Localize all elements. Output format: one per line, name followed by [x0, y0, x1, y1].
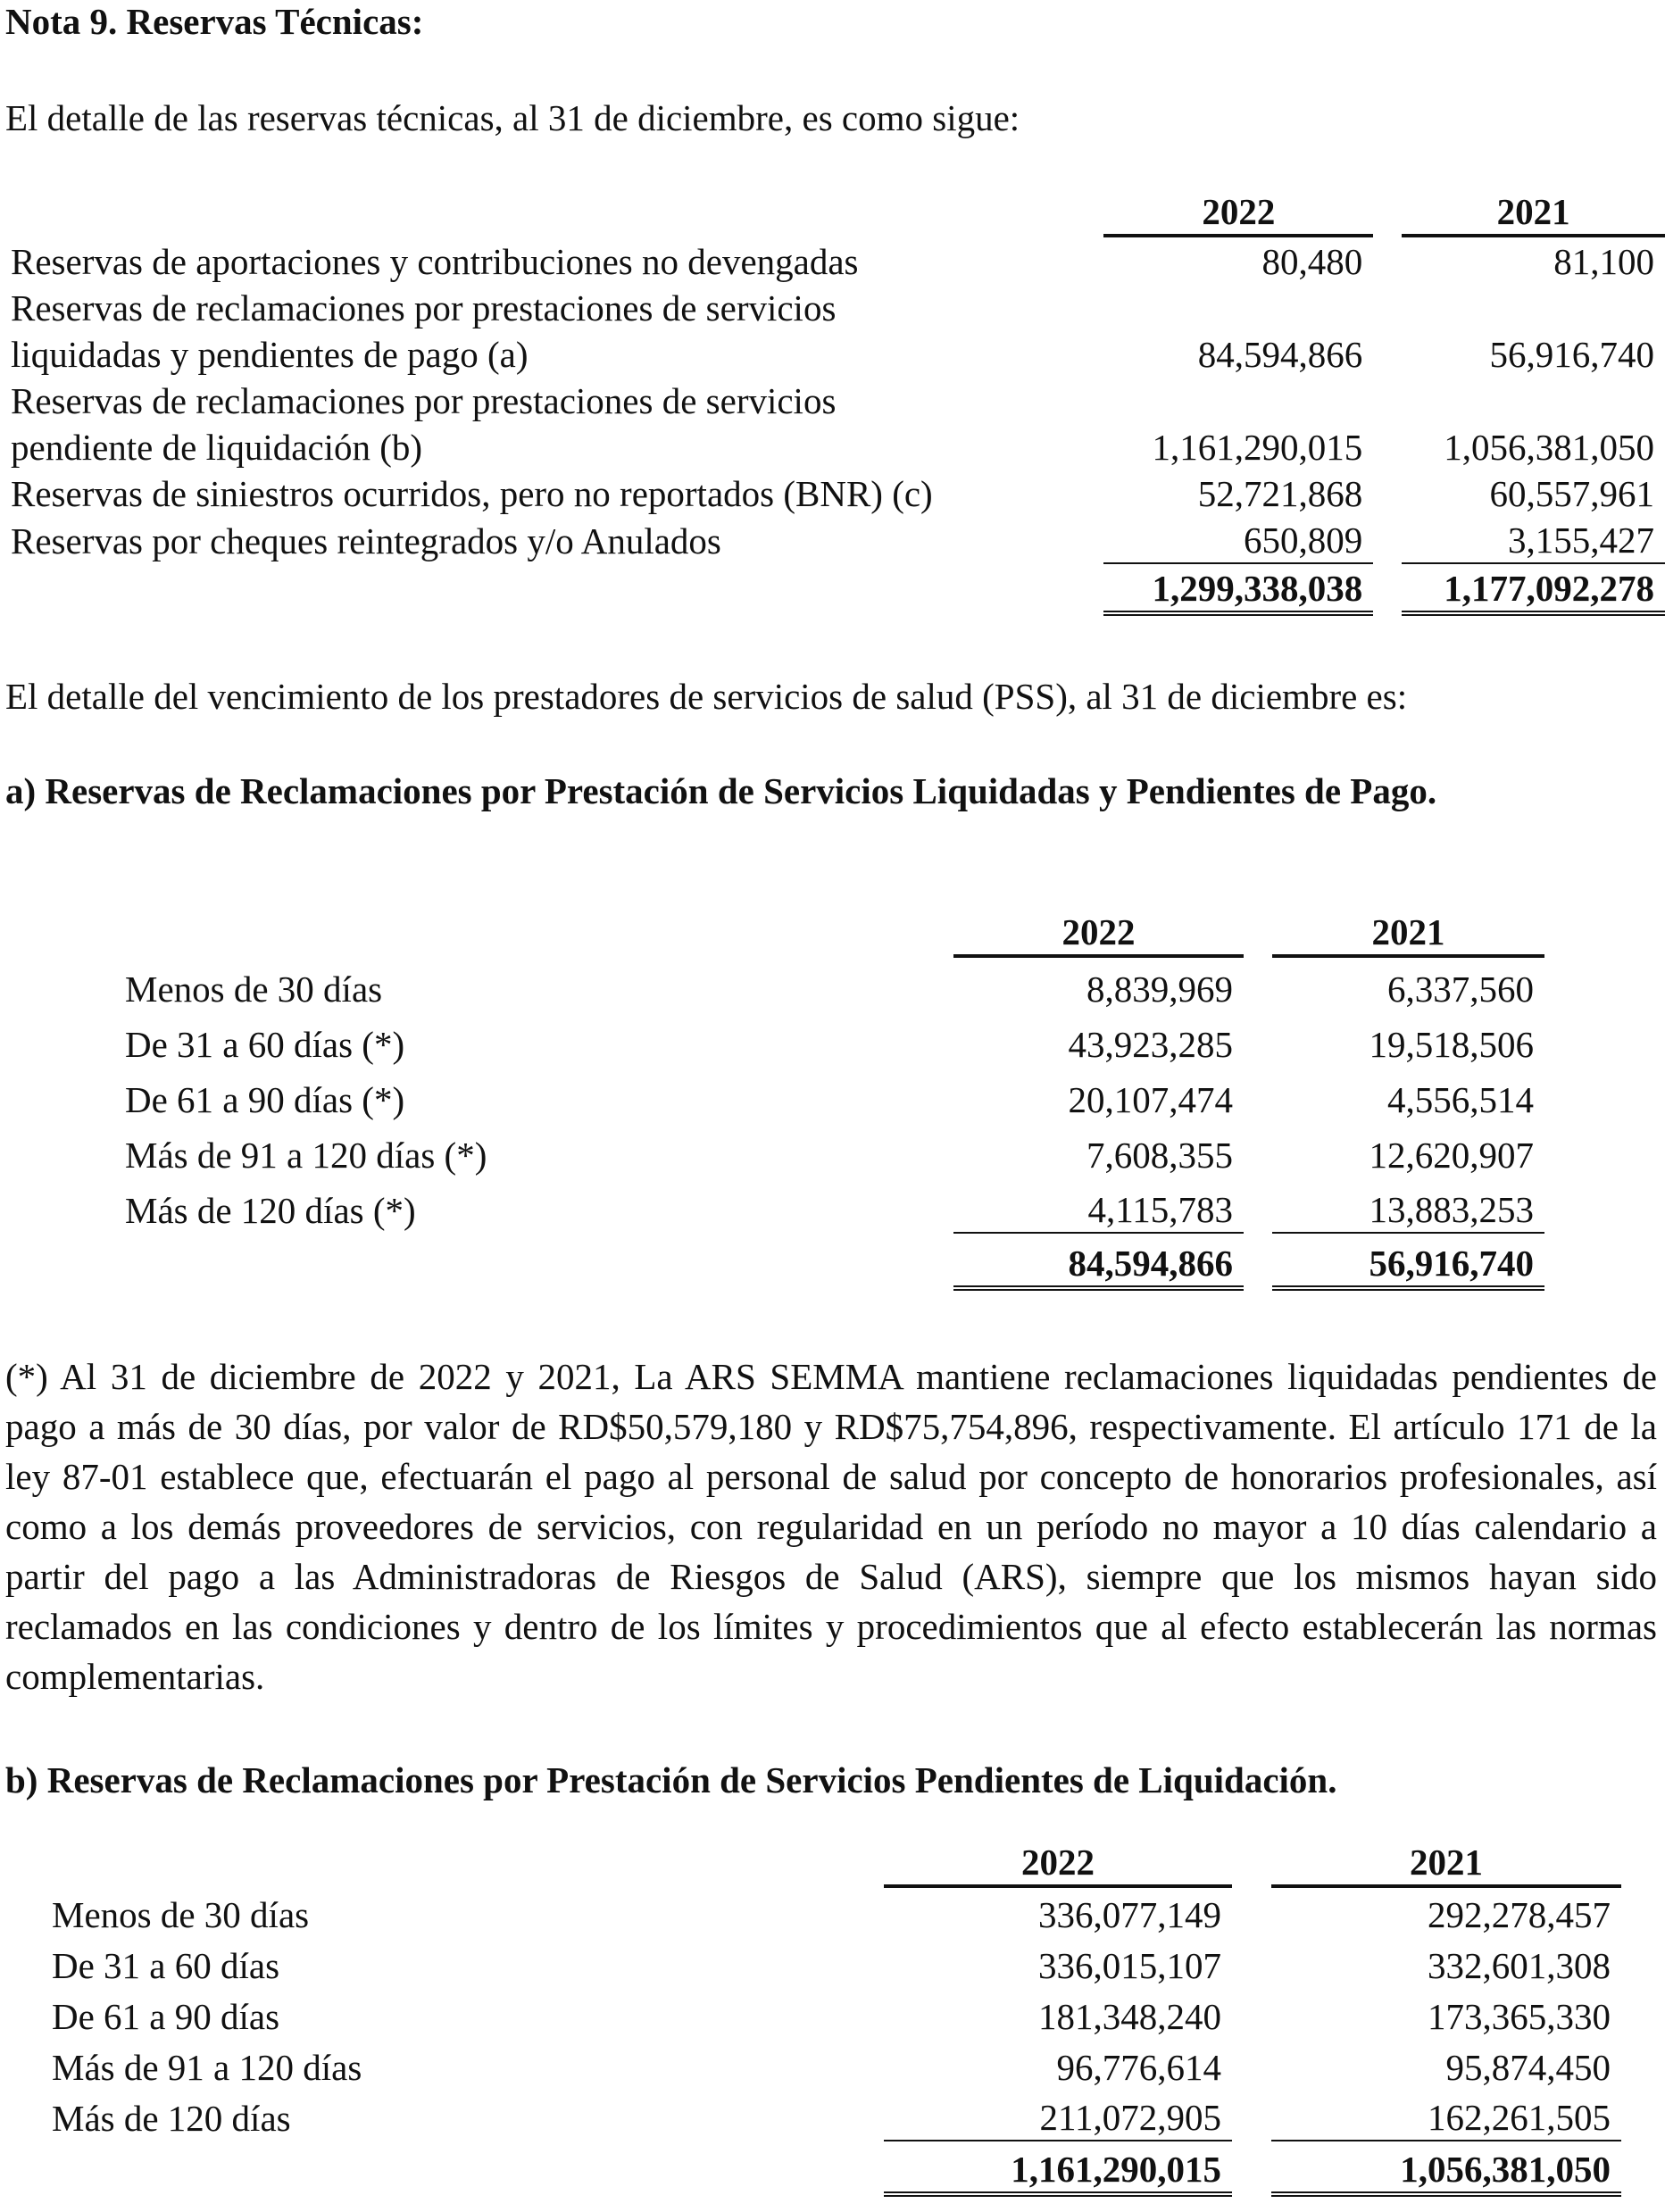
value-2022: 181,348,240 — [1038, 1995, 1221, 2037]
row-label: Reservas de reclamaciones por prestaciones de servicios — [11, 379, 837, 421]
total-2022: 1,161,290,015 — [884, 2141, 1232, 2194]
col-header-2022: 2022 — [1103, 187, 1373, 236]
table-row — [11, 423, 1665, 470]
table-row — [11, 377, 1665, 423]
table-row — [52, 1937, 1621, 1988]
value-2021: 81,100 — [1553, 240, 1654, 282]
note-title: Nota 9. Reservas Técnicas: — [5, 1, 424, 42]
row-label: Menos de 30 días — [125, 968, 383, 1010]
table-row — [11, 516, 1665, 563]
intro-text: El detalle de las reservas técnicas, al 31 de diciembre, es como sigue: — [5, 97, 1020, 138]
pss-text: El detalle del vencimiento de los prestadores de servicios de salud (PSS), al 31 de diciembre es: — [5, 676, 1408, 717]
value-2022: 52,721,868 — [1197, 472, 1363, 514]
value-2021: 56,916,740 — [1489, 333, 1654, 375]
value-2022: 211,072,905 — [1039, 2096, 1221, 2138]
footnote-paragraph: (*) Al 31 de diciembre de 2022 y 2021, La ARS SEMMA mantiene reclamaciones liquidadas pendientes de pago a más de 30 días, por valor de RD$50,579,180 y RD$75,754,896, respectivamente. El artículo 171 de la ley 87-01 establece que, efectuarán el pago al personal de salud por concepto de honorarios profesionales, así como a los demás proveedores de servicios, con regularidad en un período no mayor a 10 días calendario a partir del pago a las Administradoras de Riesgos de Salud (ARS), siempre que los mismos hayan sido reclamados en las condiciones y dentro de los límites y procedimientos que al efecto establecerán las normas complementarias. — [5, 1356, 1657, 1697]
value-2022: 84,594,866 — [1197, 333, 1363, 375]
reserves-table — [11, 187, 1665, 616]
table-header-row — [11, 187, 1665, 236]
value-2021: 13,883,253 — [1272, 1177, 1544, 1233]
section-b-title: b) Reservas de Reclamaciones por Prestación de Servicios Pendientes de Liquidación. — [5, 1759, 1337, 1800]
table-row — [11, 470, 1665, 516]
row-label: De 31 a 60 días (*) — [125, 1023, 405, 1065]
col-header-2022: 2022 — [884, 1836, 1232, 1886]
row-label: Reservas de reclamaciones por prestaciones de servicios — [11, 287, 837, 328]
col-header-2021: 2021 — [1271, 1836, 1621, 1886]
value-2022: 43,923,285 — [1068, 1023, 1233, 1065]
value-2022: 20,107,474 — [1068, 1078, 1233, 1120]
section-a-table — [125, 899, 1544, 1291]
row-label: Más de 91 a 120 días — [52, 2046, 362, 2088]
value-2021 — [1402, 284, 1665, 330]
row-label: Más de 91 a 120 días (*) — [125, 1134, 487, 1176]
row-label: Reservas por cheques reintegrados y/o Anulados — [11, 520, 721, 561]
table-row — [125, 1177, 1544, 1233]
value-2021: 292,278,457 — [1428, 1893, 1611, 1935]
value-2021: 19,518,506 — [1369, 1023, 1534, 1065]
value-2022: 4,115,783 — [953, 1177, 1244, 1233]
value-2022 — [1103, 284, 1373, 330]
value-2022: 336,077,149 — [1038, 1893, 1221, 1935]
table-header-row — [52, 1836, 1621, 1886]
total-2022: 84,594,866 — [953, 1233, 1244, 1288]
value-2021: 60,557,961 — [1489, 472, 1654, 514]
total-2021: 1,177,092,278 — [1402, 563, 1665, 613]
total-row — [125, 1233, 1544, 1288]
value-2021: 332,601,308 — [1428, 1944, 1611, 1986]
table-row — [11, 330, 1665, 377]
value-2022: 336,015,107 — [1038, 1944, 1221, 1986]
value-2022: 80,480 — [1261, 240, 1363, 282]
value-2021: 12,620,907 — [1369, 1134, 1534, 1176]
value-2022: 650,809 — [1243, 519, 1363, 561]
row-label: De 31 a 60 días — [52, 1944, 280, 1986]
row-label: liquidadas y pendientes de pago (a) — [11, 333, 529, 375]
total-2022: 1,299,338,038 — [1103, 563, 1373, 613]
table-header-row — [125, 899, 1544, 956]
value-2021: 1,056,381,050 — [1444, 426, 1654, 468]
value-2021: 4,556,514 — [1387, 1078, 1534, 1120]
row-label: De 61 a 90 días (*) — [125, 1078, 405, 1120]
row-label: Reservas de siniestros ocurridos, pero no reportados (BNR) (c) — [11, 472, 933, 514]
row-label: pendiente de liquidación (b) — [11, 426, 423, 468]
table-row — [125, 1122, 1544, 1177]
row-label: Menos de 30 días — [52, 1893, 310, 1935]
row-label: Reservas de aportaciones y contribuciones no devengadas — [11, 240, 859, 282]
value-2022 — [1103, 377, 1373, 423]
row-label: Más de 120 días — [52, 2097, 291, 2139]
total-2021: 56,916,740 — [1272, 1233, 1544, 1288]
value-2021: 162,261,505 — [1428, 2096, 1611, 2138]
table-row — [11, 284, 1665, 330]
total-2021: 1,056,381,050 — [1271, 2141, 1621, 2194]
col-header-2022: 2022 — [953, 899, 1244, 956]
value-2021: 173,365,330 — [1428, 1995, 1611, 2037]
table-row — [52, 2039, 1621, 2090]
value-2022: 7,608,355 — [1086, 1134, 1233, 1176]
value-2021 — [1402, 377, 1665, 423]
table-row — [52, 1988, 1621, 2039]
col-header-2021: 2021 — [1272, 899, 1544, 956]
table-row — [52, 1886, 1621, 1937]
value-2022: 96,776,614 — [1056, 2046, 1221, 2088]
section-a-title: a) Reservas de Reclamaciones por Prestación de Servicios Liquidadas y Pendientes de Pago. — [5, 770, 1437, 811]
value-2021: 95,874,450 — [1445, 2046, 1611, 2088]
value-2022: 8,839,969 — [1086, 968, 1233, 1010]
row-label: Más de 120 días (*) — [125, 1189, 416, 1231]
value-2021: 6,337,560 — [1387, 968, 1534, 1010]
value-2021: 3,155,427 — [1508, 519, 1654, 561]
total-row — [52, 2141, 1621, 2194]
total-row — [11, 563, 1665, 613]
col-header-2021: 2021 — [1402, 187, 1665, 236]
table-row — [11, 236, 1665, 284]
section-b-table — [52, 1836, 1621, 2197]
value-2022: 1,161,290,015 — [1152, 426, 1363, 468]
table-row — [52, 2090, 1621, 2141]
table-row — [125, 1067, 1544, 1122]
table-row — [125, 1011, 1544, 1067]
row-label: De 61 a 90 días — [52, 1995, 280, 2037]
table-row — [125, 956, 1544, 1011]
